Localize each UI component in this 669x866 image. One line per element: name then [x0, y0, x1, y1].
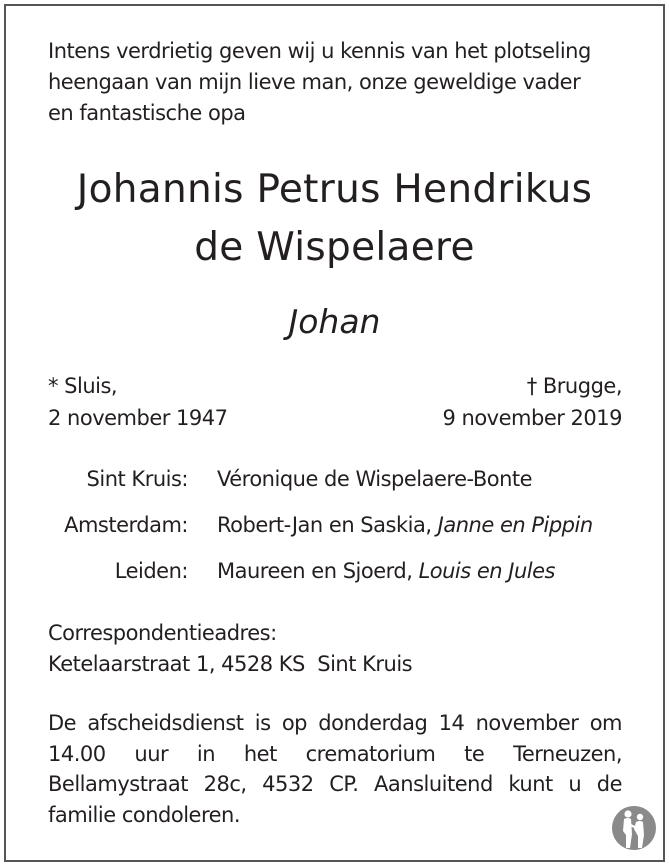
- death-info: [442, 370, 622, 434]
- correspondence-block: [48, 618, 412, 680]
- intro-text: [48, 36, 591, 129]
- family-place: Amsterdam:: [64, 513, 188, 537]
- deceased-name-line-2: de Wispelaere: [194, 225, 475, 270]
- death-date: 9 november 2019: [442, 406, 622, 430]
- family-names: [217, 464, 532, 494]
- family-children: Louis en Jules: [418, 559, 555, 583]
- intro-line-2: heengaan van mijn lieve man, onze geweldige vader: [48, 70, 581, 94]
- birth-info: [48, 370, 228, 434]
- birth-place: * Sluis,: [48, 374, 118, 398]
- family-adults: Robert-Jan en Saskia,: [217, 513, 438, 537]
- correspondence-label: Correspondentieadres:: [48, 621, 277, 645]
- family-place: Leiden:: [114, 559, 188, 583]
- deceased-nickname: Johan: [288, 302, 381, 341]
- deceased-name-line-1: Johannis Petrus Hendrikus: [76, 167, 593, 212]
- family-children: Janne en Pippin: [437, 513, 593, 537]
- mourning-figures-logo-icon: [611, 804, 657, 852]
- family-names: [217, 510, 593, 540]
- intro-line-3: en fantastische opa: [48, 101, 246, 125]
- family-names: [217, 556, 555, 586]
- death-place: † Brugge,: [526, 374, 622, 398]
- intro-line-1: Intens verdrietig geven wij u kennis van het plotseling: [48, 39, 591, 63]
- service-text: De afscheidsdienst is op donderdag 14 november om 14.00 uur in het crematorium te Terneuzen, Bellamystraat 28c, 4532 CP. Aansluitend kunt u de familie condoleren.: [48, 711, 622, 827]
- family-place: Sint Kruis:: [86, 467, 188, 491]
- correspondence-address: Ketelaarstraat 1, 4528 KS Sint Kruis: [48, 652, 413, 676]
- family-adults: Véronique de Wispelaere-Bonte: [217, 467, 533, 491]
- family-adults: Maureen en Sjoerd,: [217, 559, 419, 583]
- birth-date: 2 november 1947: [48, 406, 228, 430]
